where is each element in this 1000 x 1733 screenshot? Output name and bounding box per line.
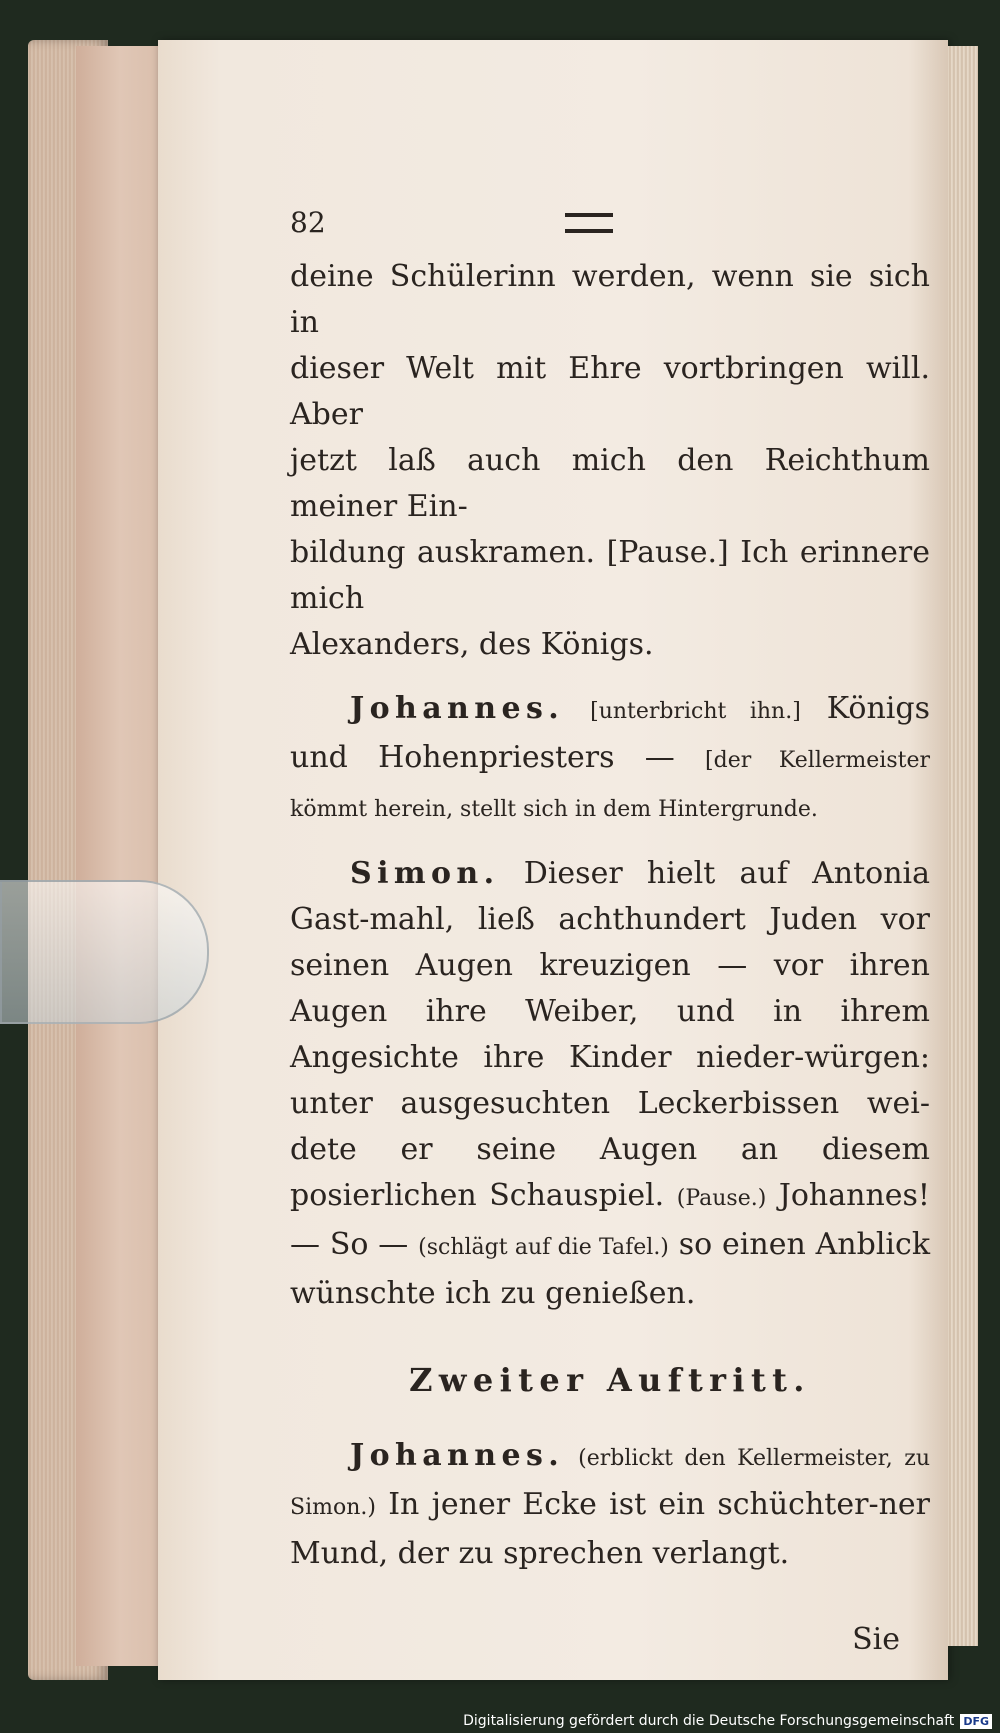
dialogue-text: so einen Anblick wünschte ich zu genießen. (290, 1227, 930, 1311)
catchword: Sie (852, 1622, 900, 1657)
stage-direction: [der Kellermeister kömmt herein, stellt sich in dem Hintergrunde. (290, 748, 930, 822)
stage-direction: (erblickt den Kellermeister, zu Simon.) (290, 1446, 930, 1520)
paragraph-1 (290, 254, 930, 668)
glass-clip (0, 880, 209, 1024)
speaker-name: Johannes. (350, 1438, 565, 1473)
dfg-logo: DFG (960, 1714, 992, 1729)
stage-direction: (Pause.) (676, 1186, 767, 1211)
right-page-edge (948, 46, 978, 1646)
paragraph-2 (290, 686, 930, 833)
header-rule (565, 213, 613, 233)
digitization-footer (463, 1713, 992, 1729)
text-line: bildung auskramen. [Pause.] Ich erinnere mich (290, 535, 930, 616)
text-line: dieser Welt mit Ehre vortbringen will. Aber (290, 351, 930, 432)
text-line: deine Schülerinn werden, wenn sie sich in (290, 259, 930, 340)
dialogue-text: Königs und Hohenpriesters — (290, 691, 930, 775)
speaker-name: Simon. (350, 856, 500, 891)
footer-text: Digitalisierung gefördert durch die Deutsche Forschungsgemeinschaft (463, 1713, 955, 1729)
text-line: jetzt laß auch mich den Reichthum meiner Ein- (290, 443, 930, 524)
paragraph-4 (290, 1433, 930, 1577)
dialogue-text: Dieser hielt auf Antonia Gast-mahl, ließ achthundert Juden vor seinen Augen kreuzigen — vor ihren Augen ihre Weiber, und in ihrem Angesichte ihre Kinder nieder-würgen: unter ausgesuchten Leckerbissen wei-dete er seine Augen an diesem posierlichen Schauspiel. (290, 856, 930, 1213)
scene-heading: Zweiter Auftritt. (409, 1361, 811, 1399)
paragraph-3 (290, 851, 930, 1317)
stage-direction: [unterbricht ihn.] (590, 699, 801, 724)
stage-direction: (schlägt auf die Tafel.) (418, 1235, 669, 1260)
page-text (290, 200, 930, 1663)
dialogue-text: In jener Ecke ist ein schüchter-ner Mund, der zu sprechen verlangt. (290, 1487, 930, 1571)
page-header (290, 200, 930, 246)
text-line: Alexanders, des Königs. (290, 627, 654, 662)
speaker-name: Johannes. (350, 691, 565, 726)
page-number: 82 (290, 206, 326, 239)
dialogue-text: Johannes! — So — (290, 1178, 930, 1262)
